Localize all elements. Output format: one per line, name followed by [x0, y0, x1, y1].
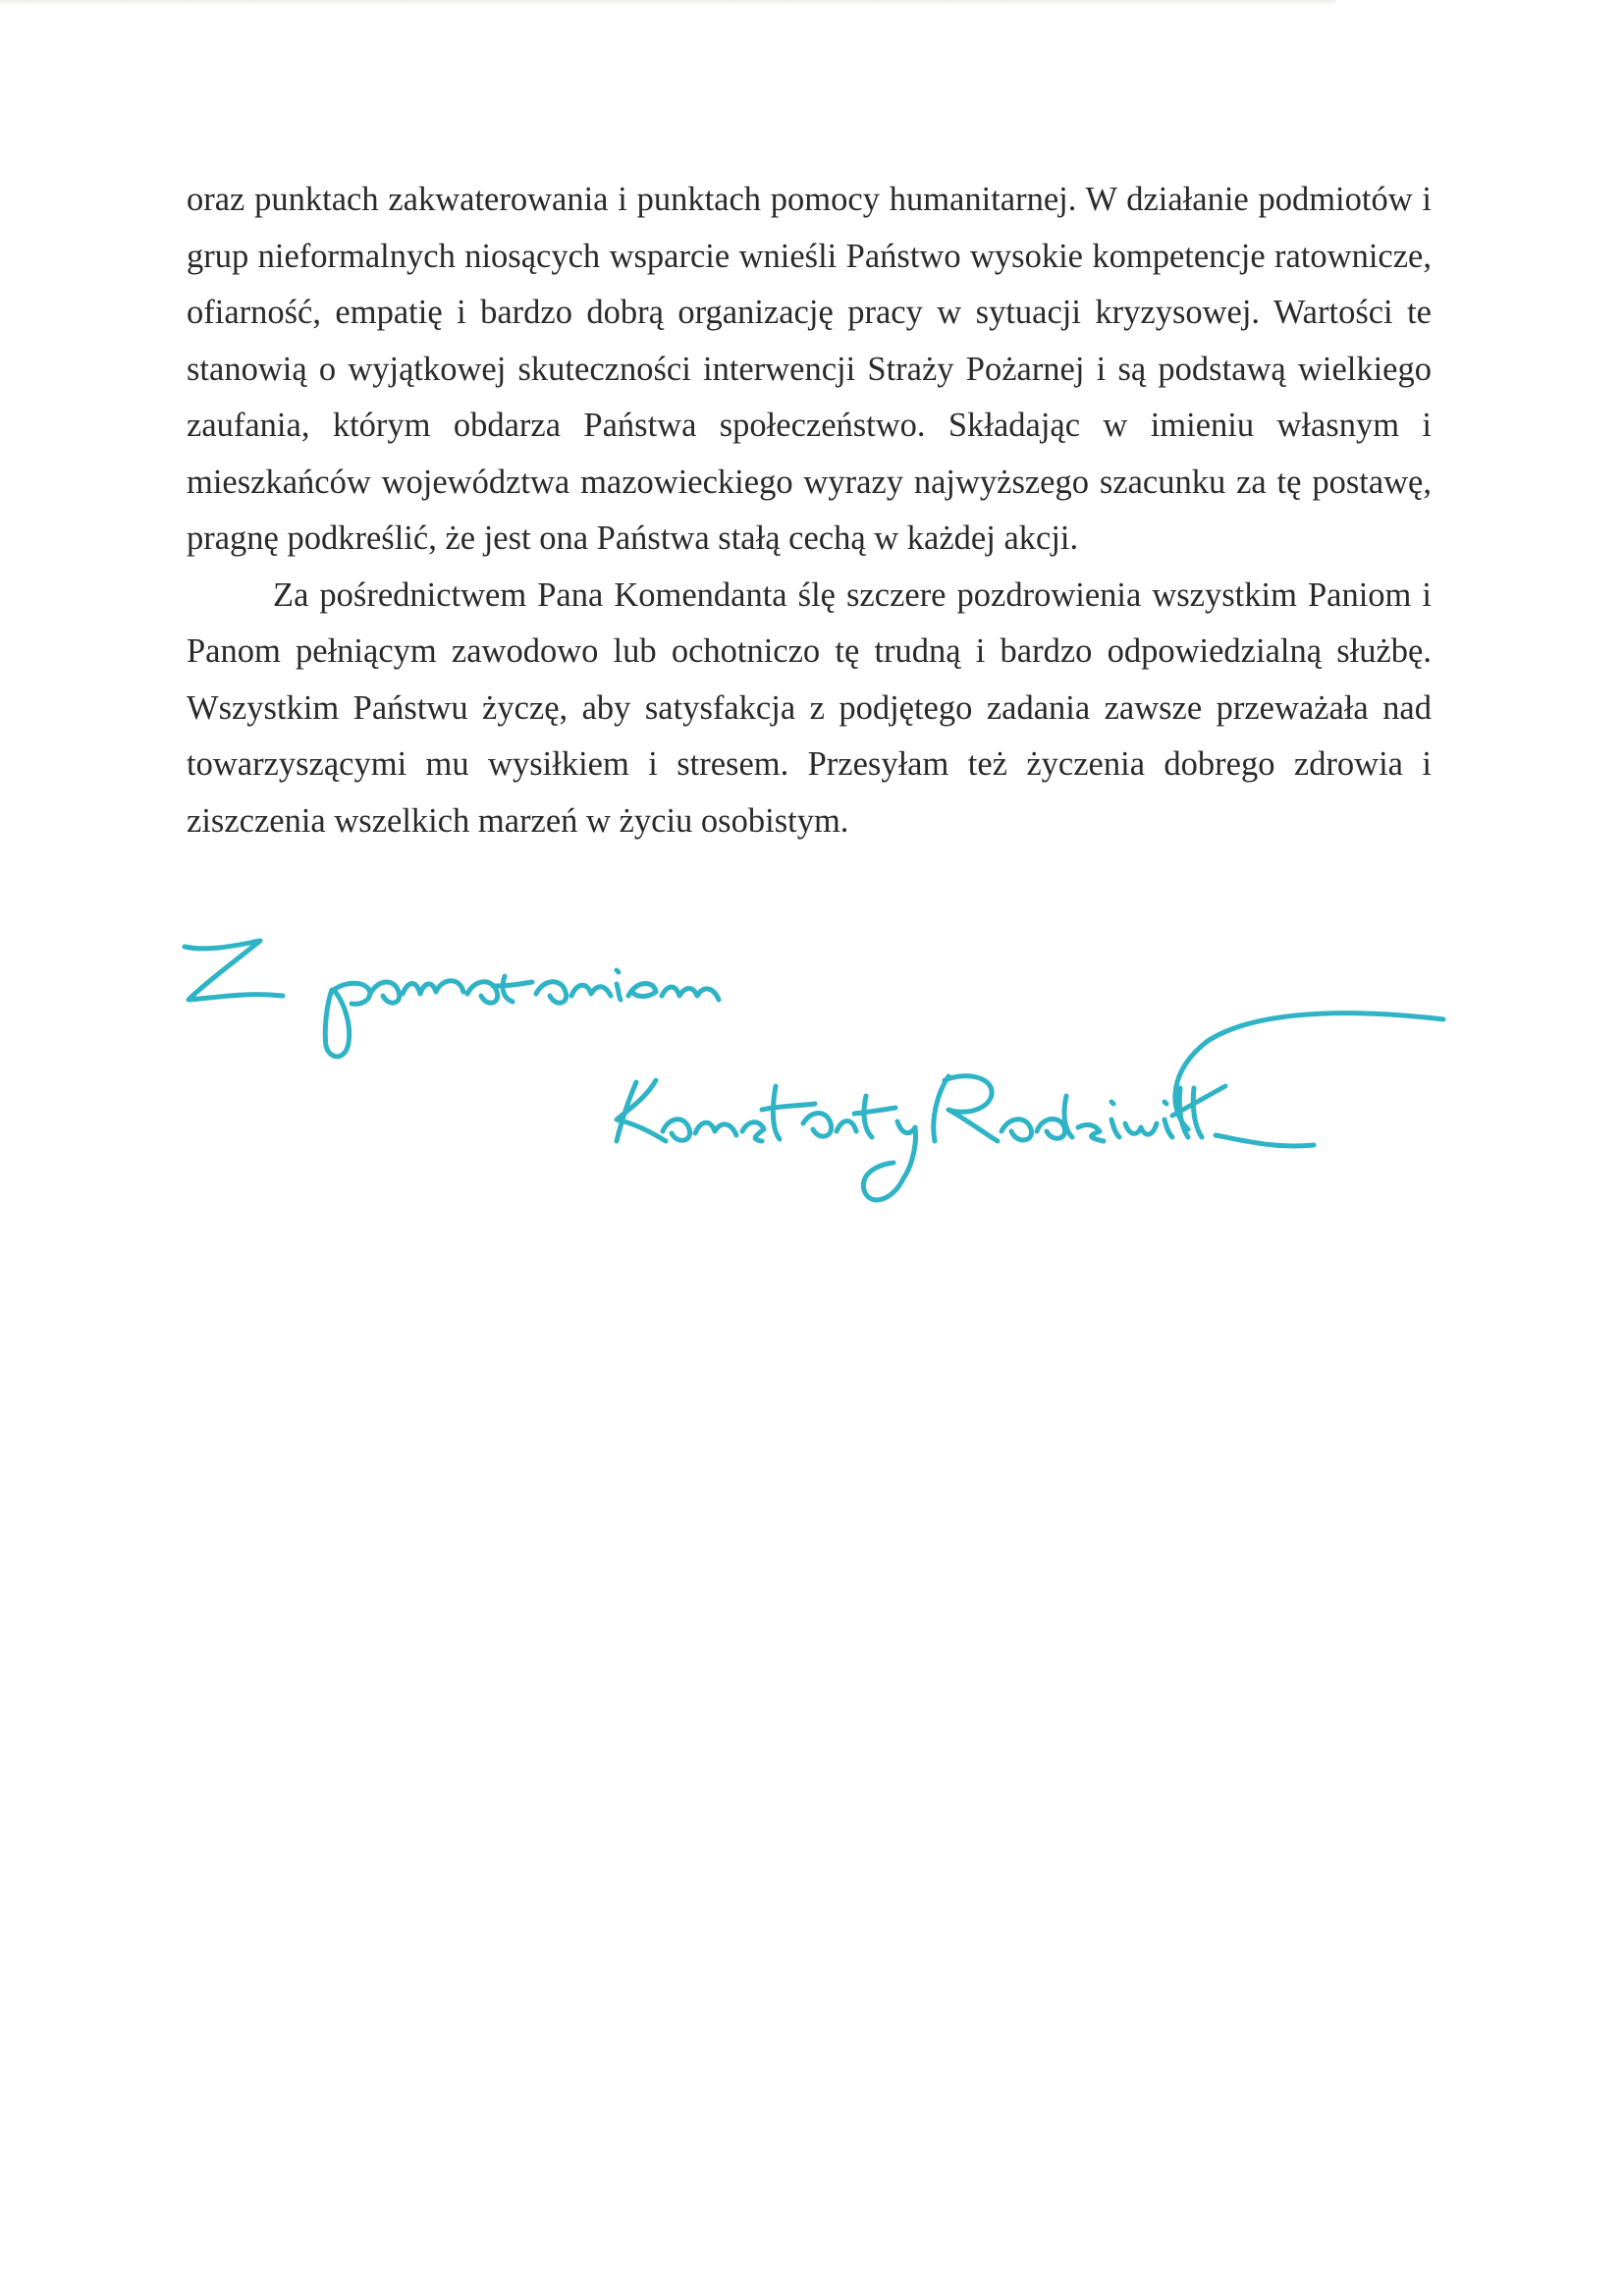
signer-last-name-stroke [934, 1076, 1225, 1141]
letter-body [187, 172, 1432, 849]
signature-loop-stroke [1216, 1135, 1314, 1146]
signature-ink [185, 941, 1443, 1200]
signature-flourish-stroke [1175, 1013, 1443, 1129]
closing-word-stroke [325, 970, 719, 1057]
letter-paragraph-1: oraz punktach zakwaterowania i punktach pomocy humanitarnej. W działanie podmiotów i grup nieformalnych niosących wsparcie wnieśli Państwo wysokie kompetencje ratownicze, ofiarność, empatię i bardzo dobrą organizację pracy w sytuacji kryzysowej. Wartości te stanowią o wyjątkowej skuteczności interwencji Straży Pożarnej i są podstawą wielkiego zaufania, którym obdarza Państwa społeczeństwo. Składając w imieniu własnym i mieszkańców województwa mazowieckiego wyrazy najwyższego szacunku za tę postawę, pragnę podkreślić, że jest ona Państwa stałą cechą w każdej akcji. [187, 181, 1432, 557]
letter-paragraph-2: Za pośrednictwem Pana Komendanta ślę szczere pozdrowienia wszystkim Paniom i Panom pełniącym zawodowo lub ochotniczo tę trudną i bardzo odpowiedzialną służbę. Wszystkim Państwu życzę, aby satysfakcja z podjętego zadania zawsze przeważała nad towarzyszącymi mu wysiłkiem i stresem. Przesyłam też życzenia dobrego zdrowia i ziszczenia wszelkich marzeń w życiu osobistym. [187, 575, 1432, 840]
scan-edge [0, 0, 1335, 6]
closing-z-stroke [185, 941, 283, 1000]
signer-first-name-stroke [617, 1080, 916, 1200]
handwritten-signature [167, 913, 1463, 1237]
